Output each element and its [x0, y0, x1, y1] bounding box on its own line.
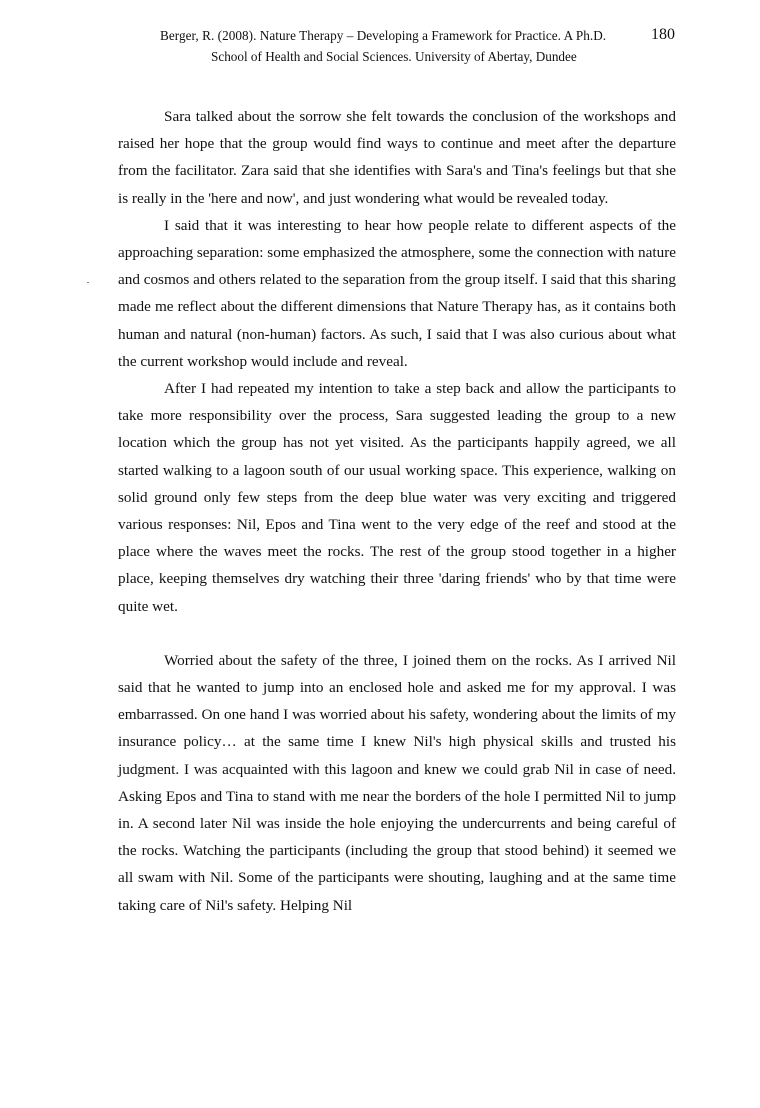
header-citation-line-1: Berger, R. (2008). Nature Therapy – Developing a Framework for Practice. A Ph.D.	[160, 28, 607, 43]
paragraph-4: Worried about the safety of the three, I joined them on the rocks. As I arrived Nil said that he wanted to jump into an enclosed hole and asked me for my approval. I was embarrassed. On one hand I was worried about his safety, wondering about the limits of my insurance policy… at the same time I knew Nil's high physical skills and trusted his judgment. I was acquainted with this lagoon and knew we could grab Nil in case of need. Asking Epos and Tina to stand with me near the borders of the hole I permitted Nil to jump in. A second later Nil was inside the hole enjoying the undercurrents and being careful of the rocks. Watching the participants (including the group that stood behind) it seemed we all swam with Nil. Some of the participants were shouting, laughing and at the same time taking care of Nil's safety. Helping Nil	[118, 651, 676, 914]
page-number: 180	[651, 26, 675, 43]
paragraph-1: Sara talked about the sorrow she felt towards the conclusion of the workshops and raised her hope that the group would find ways to continue and meet after the departure from the facilitator. Zara said that she identifies with Sara's and Tina's feelings but that she is really in the 'here and now', and just wondering what would be revealed today.	[118, 108, 676, 207]
paragraph-2: I said that it was interesting to hear how people relate to different aspects of the approaching separation: some emphasized the atmosphere, some the connection with nature and cosmos and others related to the separation from the group itself. I said that this sharing made me reflect about the different dimensions that Nature Therapy has, as it contains both human and natural (non-human) factors. As such, I said that I was also curious about what the current workshop would include and reveal.	[118, 216, 676, 370]
stray-mark	[87, 282, 89, 283]
header-citation-line-2: School of Health and Social Sciences. University of Abertay, Dundee	[211, 49, 577, 64]
paragraph-3: After I had repeated my intention to take a step back and allow the participants to take more responsibility over the process, Sara suggested leading the group to a new location which the group has not yet visited. As the participants happily agreed, we all started walking to a lagoon south of our usual working space. This experience, walking on solid ground only few steps from the deep blue water was very exciting and triggered various responses: Nil, Epos and Tina went to the very edge of the reef and stood at the place where the waves meet the rocks. The rest of the group stood together in a higher place, keeping themselves dry watching their three 'daring friends' who by that time were quite wet.	[118, 380, 676, 615]
body-text	[118, 103, 676, 919]
